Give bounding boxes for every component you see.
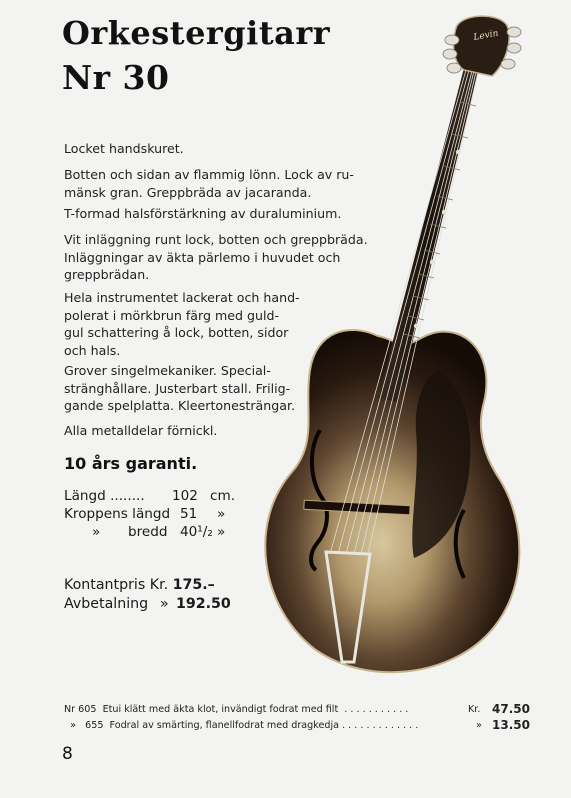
description-paragraph: [64, 422, 217, 440]
cash-price: Kontantpris Kr. 175.–: [64, 577, 215, 593]
description-line: Alla metalldelar förnickl.: [64, 423, 218, 438]
guarantee-heading: 10 års garanti.: [64, 454, 198, 473]
description-line: Hela instrumentet lackerat och hand-: [64, 290, 300, 305]
spec-length: Längd ........ 102 cm.: [64, 488, 236, 504]
description-line: polerat i mörkbrun färg med guld-: [64, 307, 279, 323]
description-line: och hals.: [64, 342, 121, 358]
description-line: Locket handskuret.: [64, 141, 184, 156]
description-line: Inläggningar av äkta pärlemo i huvudet och: [64, 249, 341, 265]
installment-price: Avbetalning » 192.50: [64, 596, 231, 612]
page-title-line2: Nr 30: [62, 58, 170, 97]
description-line: gande spelplatta. Kleertonesträngar.: [64, 398, 295, 413]
description-line: mänsk gran. Greppbräda av jacaranda.: [64, 184, 312, 200]
guitar-illustration: [238, 10, 558, 690]
page-number: 8: [62, 744, 73, 764]
description-line: stränghållare. Justerbart stall. Frilig-: [64, 380, 291, 396]
description-line: gul schattering å lock, botten, sidor: [64, 325, 289, 340]
description-line: Grover singelmekaniker. Special-: [64, 363, 271, 378]
headstock-logo: Levin: [472, 28, 500, 43]
description-paragraph: [64, 140, 184, 158]
description-line: Botten och sidan av flammig lönn. Lock av ru-: [64, 167, 354, 182]
page-title-line1: Orkestergitarr: [62, 14, 331, 52]
description-line: T-formad halsförstärkning av duraluminium.: [64, 206, 342, 221]
spec-body-length: Kroppens längd 51 »: [64, 506, 226, 522]
description-line: greppbrädan.: [64, 267, 150, 282]
footer-item-655: » 655 Fodral av smärting, flanellfodrat med dragkedja . . . . . . . . . . . . . » 13.50: [64, 718, 530, 732]
headstock: [454, 16, 510, 76]
description-line: Vit inläggning runt lock, botten och greppbräda.: [64, 232, 368, 247]
footer-item-605: Nr 605 Etui klätt med äkta klot, invändigt fodrat med filt . . . . . . . . . . . Kr. 47.50: [64, 702, 530, 716]
